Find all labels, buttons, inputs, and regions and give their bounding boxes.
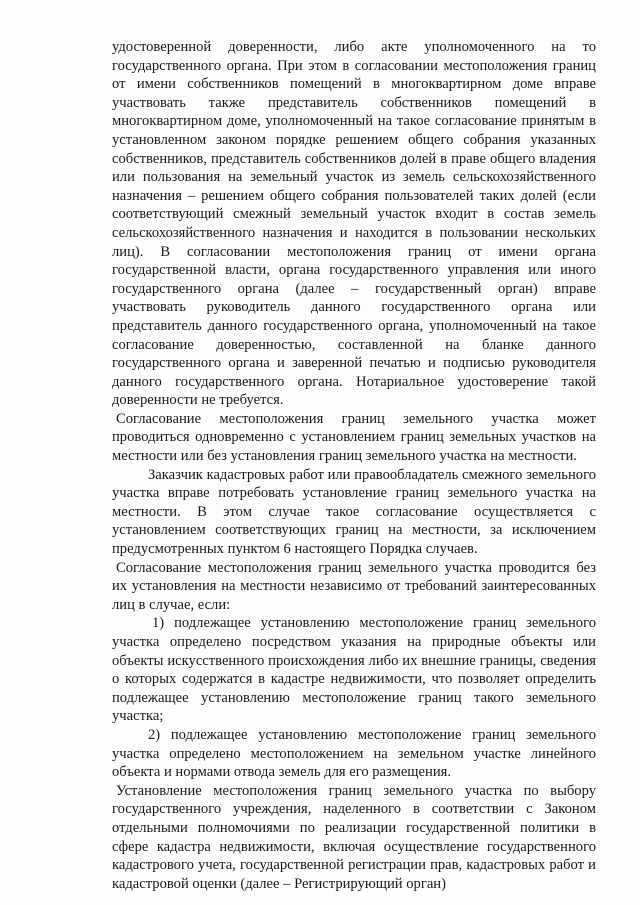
paragraph-customer-request: Заказчик кадастровых работ или правообладатель смежного земельного участка вправе потребовать установление границ земельного участка на местности. В этом случае такое согласование осуществляется с установлением соответствующих границ на местности, за исключением предусмотренных пунктом 6 настоящего Порядка случаев. — [112, 466, 596, 558]
paragraph-boundary-approval-timing: Согласование местоположения границ земельного участка может проводиться одновременно с установлением границ земельных участков на местности или без установления границ земельного участка на местности. — [112, 410, 596, 465]
paragraph-registering-authority: Установление местоположения границ земельного участка по выбору государственного учреждения, наделенного в соответствии с Законом отдельными полномочиями по реализации государственной политики в сфере кадастра недвижимости, включая осуществление государственного кадастрового учета, государственной регистрации прав, кадастровых работ и кадастровой оценки (далее – Регистрирующий орган) — [112, 782, 596, 892]
paragraph-approval-without-field: Согласование местоположения границ земельного участка проводится без их установления на местности независимо от требований заинтересованных лиц в случае, если: — [112, 559, 596, 613]
paragraph-list-item-1: 1) подлежащее установлению местоположение границ земельного участка определено посредством указания на природные объекты или объекты искусственного происхождения либо их внешние границы, сведения о которых содержатся в кадастре недвижимости, что позволяет определить подлежащее установлению местоположение границ такого земельного участка; — [112, 615, 596, 725]
paragraph-list-item-2: 2) подлежащее установлению местоположение границ земельного участка определено местоположением на земельном участке линейного объекта и нормами отвода земель для его размещения. — [112, 726, 596, 781]
paragraph-continuation-power-of-attorney: удостоверенной доверенности, либо акте уполномоченного на то государственного органа. При этом в согласовании местоположения границ от имени собственников помещений в многоквартирном доме вправе участвовать также представитель собственников помещений в многоквартирном доме, уполномоченный на такое согласование принятым в установленном законом порядке решением общего собрания указанных собственников, представитель собственников долей в праве общего владения или пользования на земельный участок из земель сельскохозяйственного назначения – решением общего собрания пользователей таких долей (если соответствующий смежный земельный участок входит в состав земель сельскохозяйственного назначения и находится в пользовании нескольких лиц). В согласовании местоположения границ от имени органа государственной власти, органа государственного управления или иного государственного органа (далее – государственный орган) вправе участвовать руководитель данного государственного органа или представитель данного государственного органа, уполномоченный на такое согласование доверенностью, составленной на бланке данного государственного органа и заверенной печатью и подписью руководителя данного государственного органа. Нотариальное удостоверение такой доверенности не требуется. — [112, 39, 596, 409]
document-body — [112, 38, 596, 893]
